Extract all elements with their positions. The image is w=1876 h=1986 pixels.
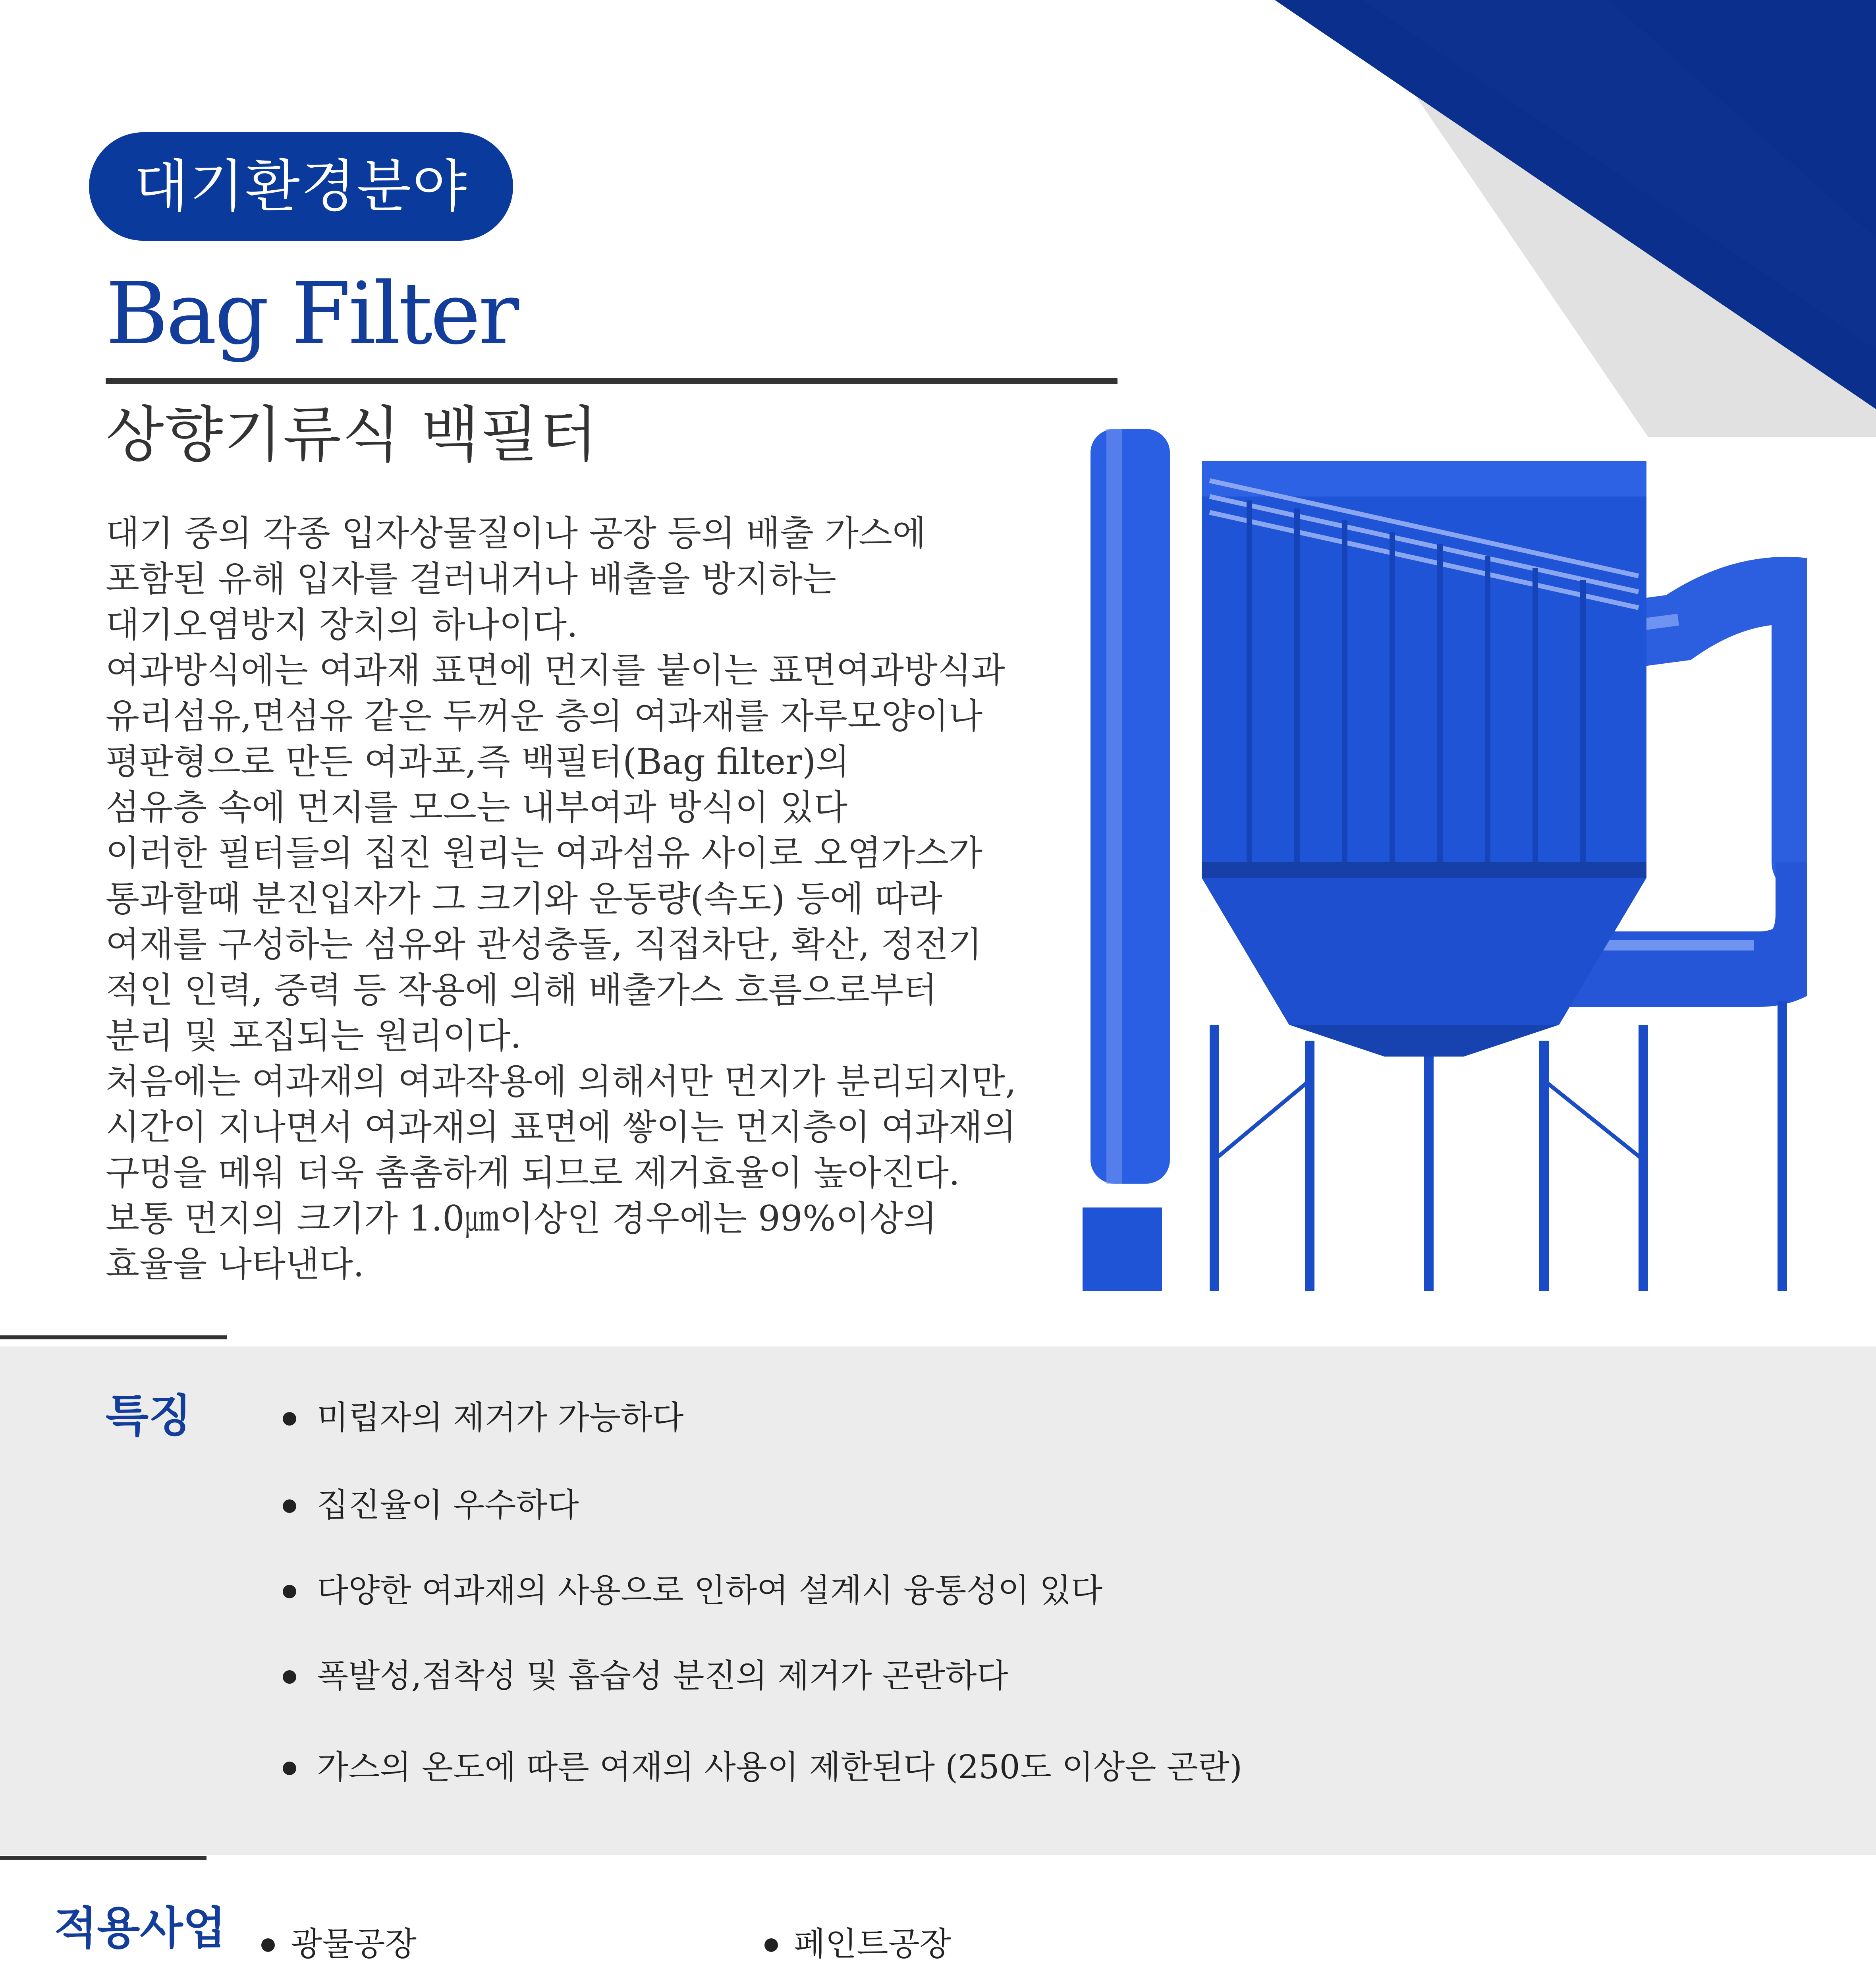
application-item: 광물공장 xyxy=(261,1922,417,1966)
features-label: 특징 xyxy=(106,1390,192,1442)
description-line: 통과할때 분진입자가 그 크기와 운동량(속도) 등에 따라 xyxy=(106,878,942,919)
application-item: 페인트공장 xyxy=(764,1922,951,1966)
description-line: 분리 및 포집되는 원리이다. xyxy=(106,1015,521,1056)
description-line: 시간이 지나면서 여과재의 표면에 쌓이는 먼지층이 여과재의 xyxy=(106,1107,1017,1148)
feature-item: 다양한 여과재의 사용으로 인하여 설계시 융통성이 있다 xyxy=(283,1569,1102,1613)
page-title: Bag Filter xyxy=(106,264,517,363)
title-divider xyxy=(106,378,1117,384)
description-line: 적인 인력, 중력 등 작용에 의해 배출가스 흐름으로부터 xyxy=(106,970,937,1010)
feature-item: 가스의 온도에 따른 여재의 사용이 제한된다 (250도 이상은 곤란) xyxy=(283,1746,1242,1789)
description-line: 평판형으로 만든 여과포,즉 백필터(Bag filter)의 xyxy=(106,741,850,782)
description-line: 이러한 필터들의 집진 원리는 여과섬유 사이로 오염가스가 xyxy=(106,833,983,873)
feature-item: 미립자의 제거가 가능하다 xyxy=(283,1396,683,1440)
description-line: 처음에는 여과재의 여과작용에 의해서만 먼지가 분리되지만, xyxy=(106,1061,1017,1102)
category-badge: 대기환경분야 xyxy=(89,132,513,241)
description-line: 구멍을 메워 더욱 촘촘하게 되므로 제거효율이 높아진다. xyxy=(106,1152,960,1193)
description-line: 포함된 유해 입자를 걸러내거나 배출을 방지하는 xyxy=(106,558,837,599)
description-line: 효율을 나타낸다. xyxy=(106,1244,365,1285)
bag-filter-equipment-image xyxy=(1083,405,1807,1291)
description-line: 보통 먼지의 크기가 1.0㎛이상인 경우에는 99%이상의 xyxy=(106,1198,937,1239)
description-line: 대기오염방지 장치의 하나이다. xyxy=(106,604,578,645)
page-subtitle: 상향기류식 백필터 xyxy=(106,400,598,470)
applications-divider xyxy=(0,1856,207,1860)
feature-item: 폭발성,점착성 및 흡습성 분진의 제거가 곤란하다 xyxy=(283,1654,1008,1698)
features-divider xyxy=(0,1335,227,1339)
description-line: 섬유층 속에 먼지를 모으는 내부여과 방식이 있다 xyxy=(106,787,847,828)
description-line: 유리섬유,면섬유 같은 두꺼운 층의 여과재를 자루모양이나 xyxy=(106,695,983,736)
feature-item: 집진율이 우수하다 xyxy=(283,1484,579,1527)
description xyxy=(106,510,1083,1287)
applications-label: 적용사업 xyxy=(54,1903,226,1954)
description-line: 여과방식에는 여과재 표면에 먼지를 붙이는 표면여과방식과 xyxy=(106,650,1006,691)
description-line: 대기 중의 각종 입자상물질이나 공장 등의 배출 가스에 xyxy=(106,513,926,554)
description-line: 여재를 구성하는 섬유와 관성충돌, 직접차단, 확산, 정전기 xyxy=(106,924,982,965)
